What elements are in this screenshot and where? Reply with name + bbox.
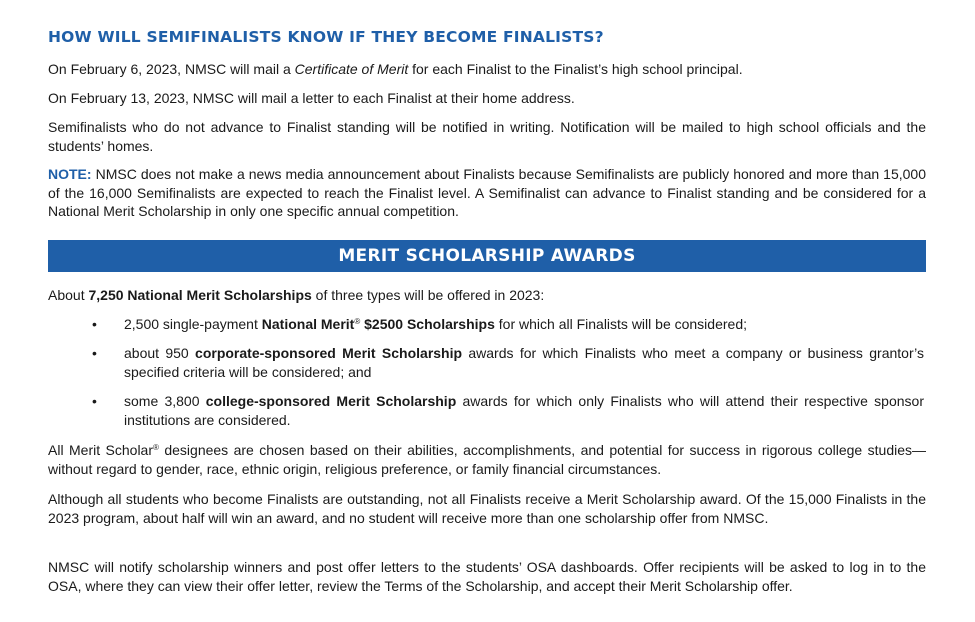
text-run: All Merit Scholar (48, 442, 154, 458)
text-run: awards for which Finalists who meet a company or business grantor’s specified criteria will be considered; and (124, 345, 924, 380)
section-heading: HOW WILL SEMIFINALISTS KNOW IF THEY BECOME FINALISTS? (48, 28, 604, 46)
award-name: corporate-sponsored Merit Scholarship (195, 345, 463, 361)
text-run: On February 6, 2023, NMSC will mail a (48, 61, 295, 77)
text-run: designees are chosen based on their abilities, accomplishments, and potential for success in rigorous college studies—without regard to gender, race, ethnic origin, religious preference, or family financial circumstances. (48, 442, 926, 477)
registered-mark: ® (354, 317, 361, 326)
text-run: awards for which only Finalists who will attend their respective sponsor institutions are considered. (124, 393, 924, 428)
paragraph-notification: Semifinalists who do not advance to Finalist standing will be notified in writing. Notification will be mailed to high school officials and the students’ homes. (48, 119, 926, 154)
paragraph-certificate (48, 60, 926, 79)
award-name: National Merit (261, 316, 355, 332)
scholarship-count: 7,250 National Merit Scholarships (88, 287, 312, 303)
award-name: $2500 Scholarships (360, 316, 495, 332)
list-item-text (124, 392, 924, 429)
registered-mark: ® (153, 443, 159, 452)
text-run: about 950 (124, 345, 196, 361)
bullet-icon: • (92, 393, 97, 409)
paragraph-finalists: Although all students who become Finalists are outstanding, not all Finalists receive a Merit Scholarship award. Of the 15,000 Finalists in the 2023 program, about half will win an award, and no student will receive more than one scholarship offer from NMSC. (48, 491, 926, 526)
awards-banner: MERIT SCHOLARSHIP AWARDS (48, 240, 926, 272)
list-item-text (124, 315, 924, 334)
text-run: for each Finalist to the Finalist’s high school principal. (408, 61, 743, 77)
text-run: About (48, 287, 89, 303)
text-run: 2,500 single-payment (124, 316, 262, 332)
paragraph-note (48, 165, 926, 221)
award-name: college-sponsored Merit Scholarship (205, 393, 457, 409)
paragraph-notify: NMSC will notify scholarship winners and post offer letters to the students’ OSA dashboards. Offer recipients will be asked to log in to the OSA, where they can view their offer letter, review the Terms of the Scholarship, and accept their Merit Scholarship offer. (48, 559, 926, 594)
note-label: NOTE: (48, 166, 92, 182)
paragraph-intro (48, 286, 926, 305)
text-run: some 3,800 (124, 393, 206, 409)
bullet-icon: • (92, 345, 97, 361)
list-item-text (124, 344, 924, 381)
note-text: NMSC does not make a news media announcement about Finalists because Semifinalists are publicly honored and more than 15,000 of the 16,000 Semifinalists are expected to reach the Finalist level. A Semifinalist can advance to Finalist standing and be considered for a National Merit Scholarship in only one specific annual competition. (48, 166, 926, 219)
text-run: of three types will be offered in 2023: (311, 287, 545, 303)
text-run: for which all Finalists will be considered; (494, 316, 747, 332)
bullet-icon: • (92, 316, 97, 332)
paragraph-letter: On February 13, 2023, NMSC will mail a letter to each Finalist at their home address. (48, 90, 575, 106)
paragraph-selection (48, 441, 926, 478)
certificate-title: Certificate of Merit (294, 61, 409, 77)
